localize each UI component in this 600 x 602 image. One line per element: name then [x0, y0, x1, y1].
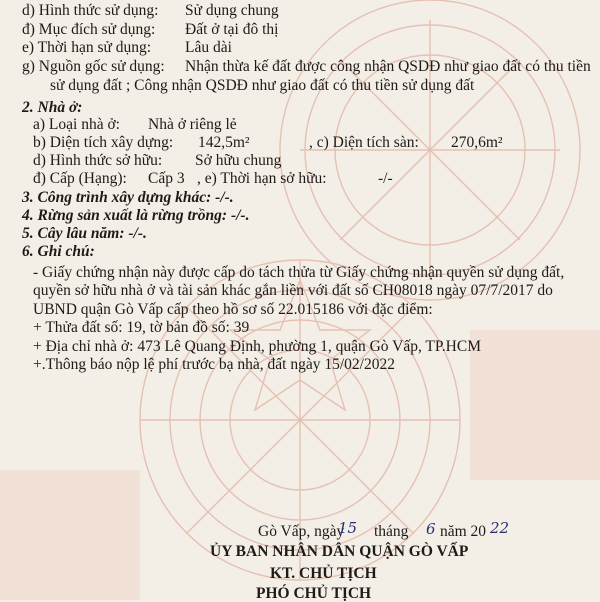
- land-usage-form-row: [22, 2, 279, 19]
- note-line-1: - Giấy chứng nhận này được cấp do tách thửa từ Giấy chứng nhận quyền sử dụng đất,: [33, 264, 565, 281]
- house-type-label: a) Loại nhà ở:: [33, 116, 120, 133]
- year-prefix: năm 20: [440, 523, 487, 540]
- house-type-row: [33, 116, 237, 133]
- land-origin-row: [22, 58, 591, 75]
- house-build-area-value: 142,5m²: [198, 134, 250, 151]
- land-origin-value-line1: Nhận thừa kế đất được công nhận QSDĐ như giao đất có thu tiền: [185, 58, 591, 75]
- note-line-2: quyền sở hữu nhà ở và tài sản khác gắn liền với đất số CH08018 ngày 07/7/2017 do: [33, 282, 553, 299]
- house-grade-row: [33, 170, 393, 187]
- note-line-3: UBND quận Gò Vấp cấp theo hồ sơ số 22.015186 với đặc điểm:: [33, 301, 433, 318]
- land-purpose-row: [22, 21, 279, 38]
- note-address: + Địa chỉ nhà ở: 473 Lê Quang Định, phường 1, quận Gò Vấp, TP.HCM: [33, 338, 481, 355]
- handwritten-month: 6: [426, 520, 436, 538]
- house-area-row: [33, 134, 503, 151]
- house-ownership-value: Sở hữu chung: [195, 152, 282, 169]
- house-floor-area-label: , c) Diện tích sàn:: [309, 134, 419, 151]
- handwritten-day: 15: [338, 519, 358, 537]
- place-date-line: [258, 519, 510, 540]
- house-section-heading: 2. Nhà ở:: [22, 99, 83, 116]
- note-fee-notice: +.Thông báo nộp lệ phí trước bạ nhà, đất ngày 15/02/2022: [33, 356, 395, 373]
- section-notes-heading: 6. Ghi chú:: [22, 243, 95, 260]
- house-term-label: , e) Thời hạn sở hữu:: [197, 170, 327, 187]
- house-grade-value: Cấp 3: [148, 170, 185, 187]
- land-purpose-label: đ) Mục đích sử dụng:: [22, 21, 156, 38]
- signer-role-line1: KT. CHỦ TỊCH: [270, 565, 377, 582]
- house-ownership-label: d) Hình thức sở hữu:: [33, 152, 163, 169]
- land-usage-form-value: Sử dụng chung: [185, 2, 279, 19]
- land-usage-form-label: d) Hình thức sử dụng:: [22, 2, 159, 19]
- land-term-value: Lâu dài: [185, 39, 232, 56]
- land-term-row: [22, 39, 232, 56]
- section-other-works: 3. Công trình xây dựng khác: -/-.: [22, 189, 234, 206]
- place-date-prefix: Gò Vấp, ngày: [258, 523, 345, 540]
- house-term-value: -/-: [378, 170, 393, 187]
- month-label: tháng: [374, 523, 409, 540]
- land-purpose-value: Đất ở tại đô thị: [185, 21, 279, 38]
- house-grade-label: đ) Cấp (Hạng):: [33, 170, 127, 187]
- house-ownership-row: [33, 152, 282, 169]
- land-origin-value-line2: sử dụng đất ; Công nhận QSDĐ như giao đất có thu tiền sử dụng đất: [50, 77, 475, 94]
- house-type-value: Nhà ở riêng lẻ: [148, 116, 237, 133]
- issuing-authority: ỦY BAN NHÂN DÂN QUẬN GÒ VẤP: [210, 543, 469, 560]
- note-parcel-number: + Thửa đất số: 19, tờ bản đồ số: 39: [33, 319, 250, 336]
- section-perennial-trees: 5. Cây lâu năm: -/-.: [22, 225, 147, 242]
- house-floor-area-value: 270,6m²: [451, 134, 503, 151]
- house-build-area-label: b) Diện tích xây dựng:: [33, 134, 174, 151]
- signer-role-line2: PHÓ CHỦ TỊCH: [256, 585, 372, 602]
- handwritten-year: 22: [490, 519, 510, 537]
- land-origin-label: g) Nguồn gốc sử dụng:: [22, 58, 165, 75]
- section-forest: 4. Rừng sản xuất là rừng trồng: -/-.: [22, 207, 250, 224]
- land-term-label: e) Thời hạn sử dụng:: [22, 39, 152, 56]
